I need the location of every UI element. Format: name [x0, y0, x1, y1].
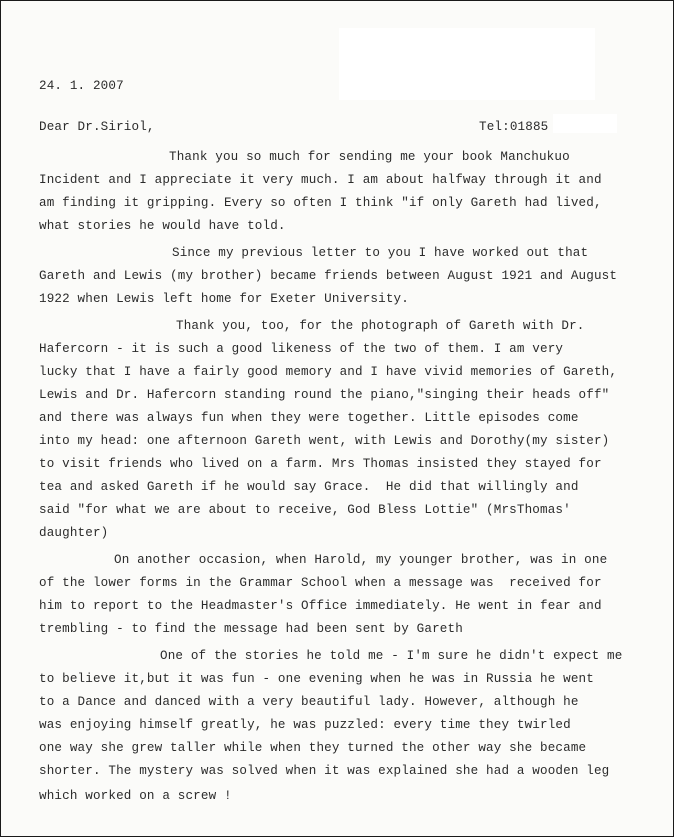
body-line: and there was always fun when they were together. Little episodes come	[39, 411, 579, 425]
body-line: lucky that I have a fairly good memory and I have vivid memories of Gareth,	[39, 365, 618, 379]
body-line: said "for what we are about to receive, God Bless Lottie" (MrsThomas'	[39, 503, 571, 517]
telephone-label: Tel:01885	[479, 120, 549, 134]
body-line: 1922 when Lewis left home for Exeter University.	[39, 292, 409, 306]
body-line: into my head: one afternoon Gareth went, with Lewis and Dorothy(my sister)	[39, 434, 610, 448]
body-line: One of the stories he told me - I'm sure he didn't expect me	[160, 649, 623, 663]
body-line: trembling - to find the message had been sent by Gareth	[39, 622, 463, 636]
body-line: Thank you so much for sending me your book Manchukuo	[169, 150, 570, 164]
body-line: Gareth and Lewis (my brother) became friends between August 1921 and August	[39, 269, 618, 283]
salutation: Dear Dr.Siriol,	[39, 120, 155, 134]
letter-date: 24. 1. 2007	[39, 79, 124, 93]
body-line: am finding it gripping. Every so often I think "if only Gareth had lived,	[39, 196, 602, 210]
body-line: Lewis and Dr. Hafercorn standing round the piano,"singing their heads off"	[39, 388, 610, 402]
body-line: to visit friends who lived on a farm. Mrs Thomas insisted they stayed for	[39, 457, 602, 471]
redacted-phone-number	[553, 114, 617, 133]
body-line: which worked on a screw !	[39, 789, 232, 803]
body-line: him to report to the Headmaster's Office immediately. He went in fear and	[39, 599, 602, 613]
body-line: shorter. The mystery was solved when it was explained she had a wooden leg	[39, 764, 610, 778]
body-line: Incident and I appreciate it very much. I am about halfway through it and	[39, 173, 602, 187]
body-line: of the lower forms in the Grammar School when a message was received for	[39, 576, 602, 590]
body-line: On another occasion, when Harold, my younger brother, was in one	[114, 553, 608, 567]
body-line: was enjoying himself greatly, he was puzzled: every time they twirled	[39, 718, 571, 732]
body-line: Hafercorn - it is such a good likeness of the two of them. I am very	[39, 342, 564, 356]
redacted-address-block	[339, 28, 595, 100]
body-line: to a Dance and danced with a very beautiful lady. However, although he	[39, 695, 579, 709]
body-line: what stories he would have told.	[39, 219, 286, 233]
body-line: to believe it,but it was fun - one evening when he was in Russia he went	[39, 672, 594, 686]
body-line: one way she grew taller while when they turned the other way she became	[39, 741, 587, 755]
body-line: daughter)	[39, 526, 109, 540]
body-line: Since my previous letter to you I have worked out that	[172, 246, 589, 260]
body-line: Thank you, too, for the photograph of Gareth with Dr.	[176, 319, 585, 333]
body-line: tea and asked Gareth if he would say Grace. He did that willingly and	[39, 480, 579, 494]
